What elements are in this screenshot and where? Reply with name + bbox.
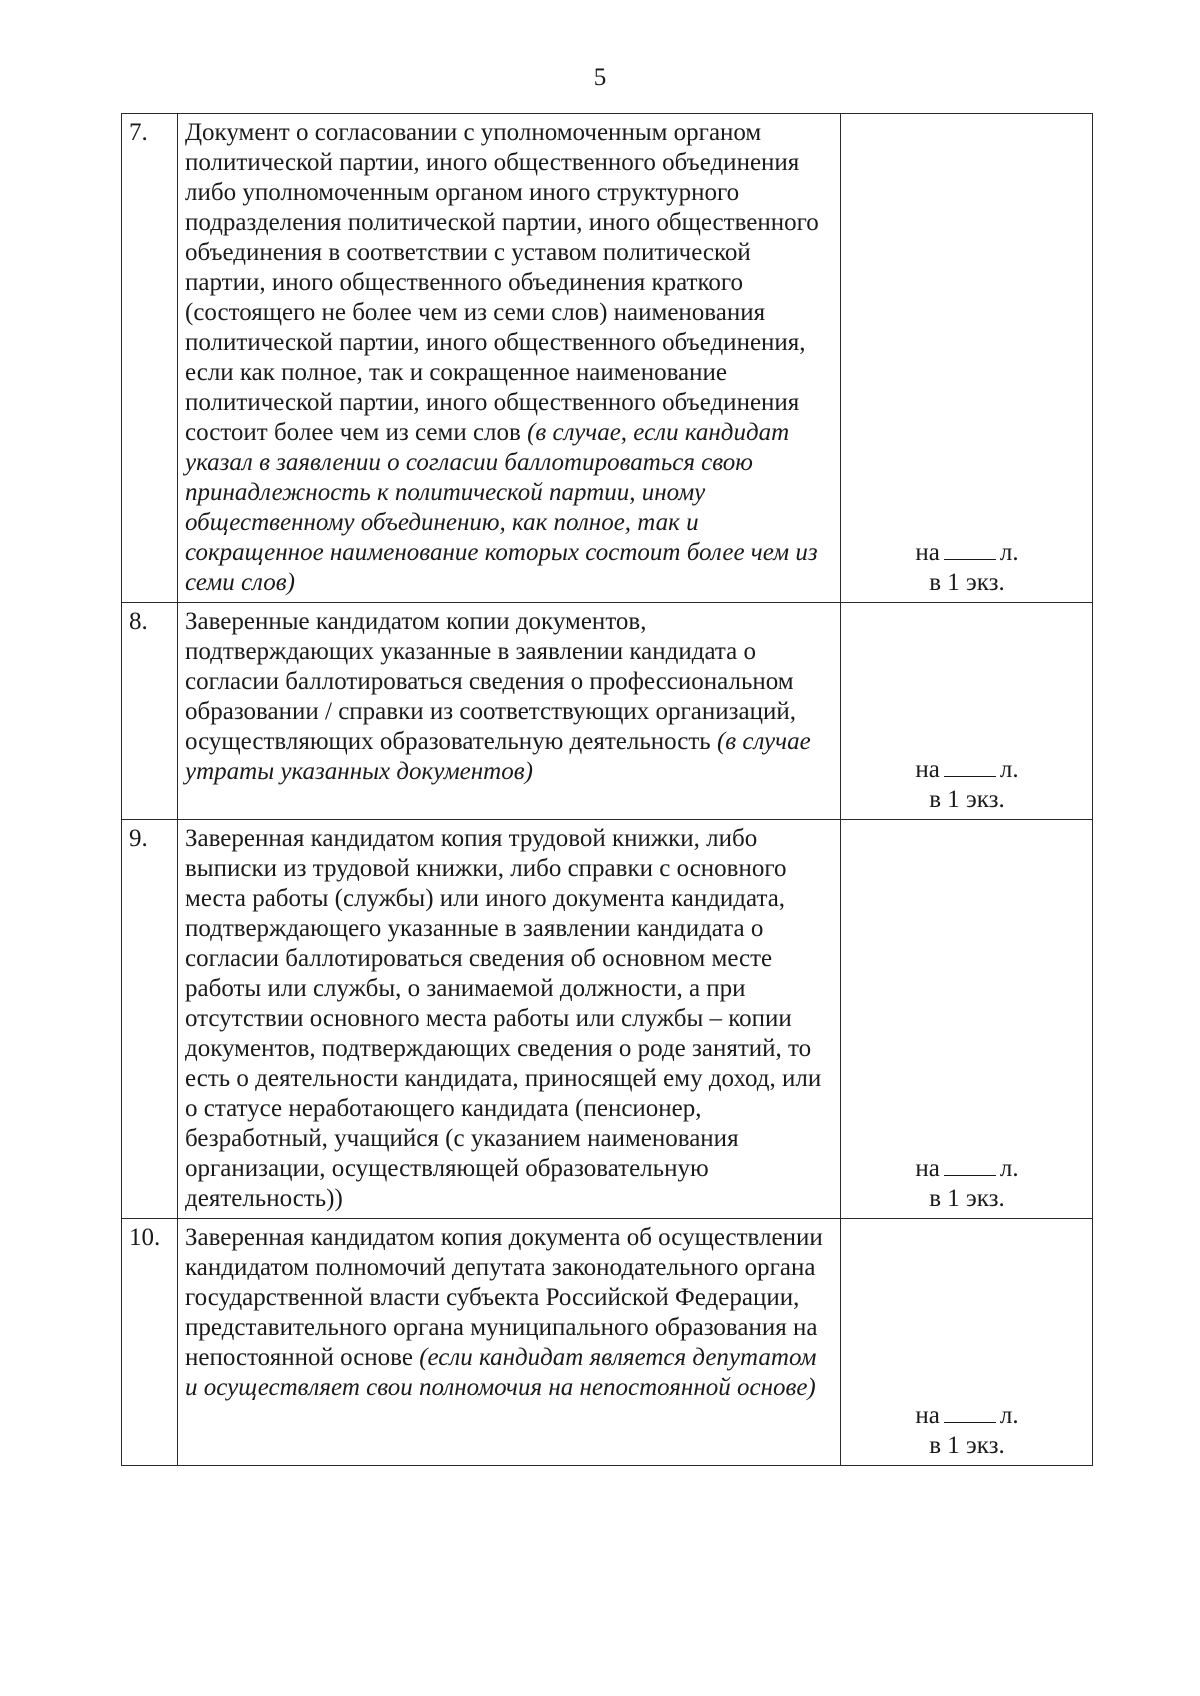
pages-suffix: л. xyxy=(999,1155,1019,1182)
page-count-cell xyxy=(841,1219,1093,1466)
row-description xyxy=(178,603,841,820)
description-note: (в случае, если кандидат указал в заявлении о согласии баллотироваться свою принадлежность к политической партии, иному общественному объединению, как полное, так и сокращенное наименование которых состоит более чем из семи слов) xyxy=(185,419,818,596)
page-count-blank xyxy=(944,756,996,777)
page-count-line xyxy=(848,1154,1086,1184)
row-description xyxy=(178,114,841,603)
pages-prefix: на xyxy=(915,756,940,783)
documents-table xyxy=(121,113,1093,1466)
row-number: 8. xyxy=(122,603,178,820)
page-count-blank xyxy=(944,1402,996,1423)
table-row xyxy=(122,1219,1093,1466)
row-number: 7. xyxy=(122,114,178,603)
pages-prefix: на xyxy=(915,1155,940,1182)
page-count-line xyxy=(848,755,1086,785)
pages-suffix: л. xyxy=(999,1402,1019,1429)
page-count-cell xyxy=(841,114,1093,603)
pages-suffix: л. xyxy=(999,539,1019,566)
row-number: 9. xyxy=(122,820,178,1219)
row-description xyxy=(178,1219,841,1466)
description-text: Заверенные кандидатом копии документов, подтверждающих указанные в заявлении кандидата о согласии баллотироваться сведения о профессиональном образовании / справки из соответствующих организаций, осуществляющих образовательную деятельность xyxy=(185,608,797,755)
description-note: (если кандидат является депутатом и осуществляет свои полномочия на непостоянной основе) xyxy=(185,1344,817,1401)
description-text: Заверенная кандидатом копия трудовой книжки, либо выписки из трудовой книжки, либо справки с основного места работы (службы) или иного документа кандидата, подтверждающего указанные в заявлении кандидата о согласии баллотироваться сведения об основном месте работы или службы, о занимаемой должности, а при отсутствии основного места работы или службы – копии документов, подтверждающих сведения о роде занятий, то есть о деятельности кандидата, приносящей ему доход, или о статусе неработающего кандидата (пенсионер, безработный, учащийся (с указанием наименования организации, осуществляющей образовательную деятельность)) xyxy=(185,825,822,1212)
description-note: (в случае утраты указанных документов) xyxy=(185,728,811,785)
copies-line: в 1 экз. xyxy=(929,1432,1005,1459)
page-count-cell xyxy=(841,820,1093,1219)
page-count-line xyxy=(848,1401,1086,1431)
row-number: 10. xyxy=(122,1219,178,1466)
pages-prefix: на xyxy=(915,1402,940,1429)
description-text: Заверенная кандидатом копия документа об осуществлении кандидатом полномочий депутата законодательного органа государственной власти субъекта Российской Федерации, представительного органа муниципального образования на непостоянной основе xyxy=(185,1224,823,1371)
pages-suffix: л. xyxy=(999,756,1019,783)
pages-prefix: на xyxy=(915,539,940,566)
page-count-cell xyxy=(841,603,1093,820)
row-description xyxy=(178,820,841,1219)
table-row xyxy=(122,114,1093,603)
table-row xyxy=(122,820,1093,1219)
page-count-line xyxy=(848,538,1086,568)
page-count-blank xyxy=(944,539,996,560)
copies-line: в 1 экз. xyxy=(929,1185,1005,1212)
copies-line: в 1 экз. xyxy=(929,786,1005,813)
page-count-blank xyxy=(944,1155,996,1176)
description-text: Документ о согласовании с уполномоченным органом политической партии, иного общественного объединения либо уполномоченным органом иного структурного подразделения политической партии, иного общественного объединения в соответствии с уставом политической партии, иного общественного объединения краткого (состоящего не более чем из семи слов) наименования политической партии, иного общественного объединения, если как полное, так и сокращенное наименование политической партии, иного общественного объединения состоит более чем из семи слов xyxy=(185,119,819,446)
copies-line: в 1 экз. xyxy=(929,569,1005,596)
table-row xyxy=(122,603,1093,820)
page-number: 5 xyxy=(593,64,607,91)
